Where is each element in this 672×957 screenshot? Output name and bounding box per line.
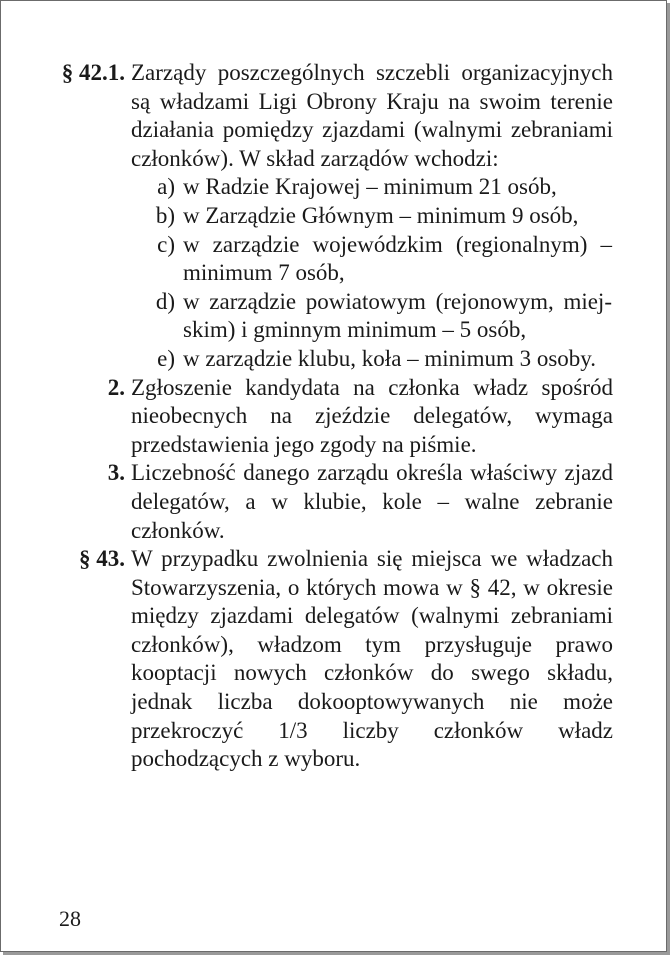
list-item-text: w Zarządzie Głównym – minimum 9 osób, <box>183 202 579 228</box>
list-item-marker: c) <box>157 231 175 257</box>
list-item <box>155 288 612 345</box>
page-number: 28 <box>59 906 81 931</box>
list-item-text: w zarządzie wojewódzkim (regionalnym) – minimum 7 osób, <box>183 231 612 286</box>
section-label-42-2: 2. <box>107 374 125 400</box>
section-label-42-1: § 42.1. <box>61 60 125 85</box>
list-item-marker: a) <box>157 174 175 200</box>
list-item-marker: d) <box>155 288 175 314</box>
list-item <box>157 231 612 288</box>
list-item-text: w zarządzie klubu, koła – minimum 3 osoby. <box>183 345 597 371</box>
paragraph-42-3 <box>107 459 613 545</box>
list-item <box>157 173 612 202</box>
paragraph-42-2-text: Zgłoszenie kandydata na członka władz spośród nieobecnych na zjeździe delegatów, wymaga przedstawienia jego zgody na piśmie. <box>131 374 613 457</box>
paragraph-42-2 <box>107 374 613 460</box>
list-item <box>157 345 612 374</box>
list-item-text: w zarządzie powiatowym (rejonowym, miejskim) i gminnym minimum – 5 osób, <box>183 288 612 343</box>
list-item <box>155 202 612 231</box>
list-item-text: w Radzie Krajowej – minimum 21 osób, <box>183 174 557 200</box>
paragraph-42-1 <box>61 59 613 173</box>
paragraph-43 <box>79 545 613 774</box>
list-item-marker: b) <box>155 202 175 228</box>
section-label-43: § 43. <box>79 546 125 572</box>
list-item-marker: e) <box>157 345 175 371</box>
section-label-42-3: 3. <box>107 460 125 486</box>
paragraph-42-3-text: Liczebność danego zarządu określa właściwy zjazd delegatów, a w klubie, kole – walne zebranie członków. <box>131 460 613 543</box>
paragraph-42-1-text: Zarządy poszczególnych szczebli organizacyjnych są władzami Ligi Obrony Kraju na swoim terenie działania pomiędzy zjazdami (walnymi zebraniami członków). W skład zarządów wchodzi: <box>131 60 613 171</box>
paragraph-43-text: W przypadku zwolnienia się miejsca we władzach Stowarzyszenia, o których mowa w § 42, w okresie między zjazdami delegatów (walnymi zebraniami członków), władzom tym przysługuje prawo kooptacji nowych członków do swego składu, jednak liczba dokooptowywanych nie może przekroczyć 1/3 liczby członków władz pochodzących z wyboru. <box>131 546 613 772</box>
document-body <box>0 59 672 774</box>
list-42 <box>0 173 672 373</box>
